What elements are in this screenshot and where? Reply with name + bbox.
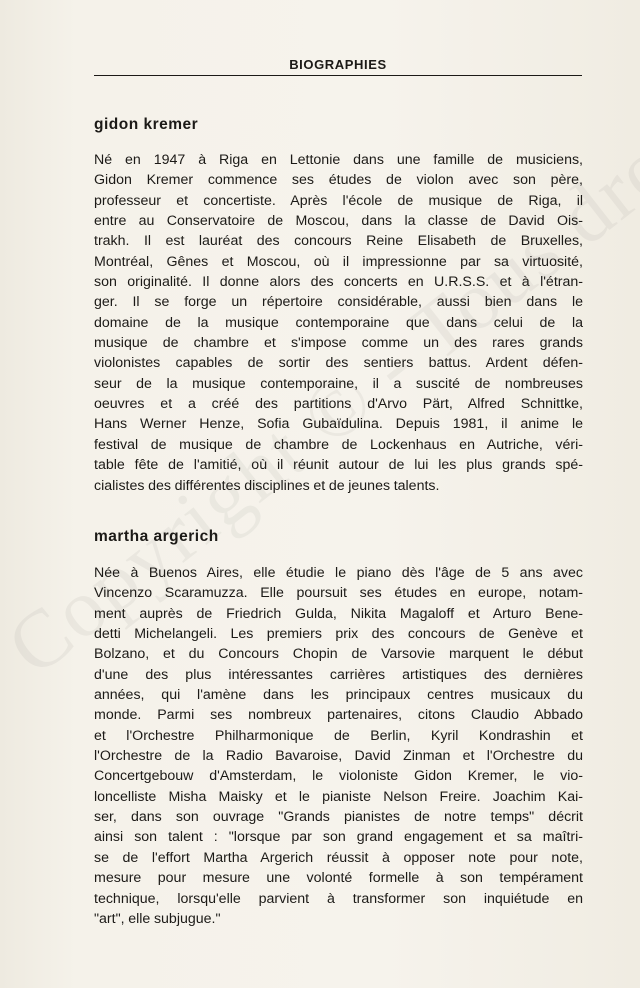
- bio-line: Né en 1947 à Riga en Lettonie dans une famille de musiciens,: [94, 152, 583, 168]
- bio-line: ment auprès de Friedrich Gulda, Nikita Magaloff et Arturo Bene-: [94, 605, 583, 622]
- bio-line: Hans Werner Henze, Sofia Gubaïdulina. Depuis 1981, il anime le: [94, 416, 583, 433]
- bio-line: Bolzano, et du Concours Chopin de Varsovie marquent le début: [94, 646, 583, 663]
- bio-line: table fête de l'amitié, où il réunit autour de lui les plus grands spé-: [94, 457, 583, 474]
- bio-line: son originalité. Il donne alors des concerts en U.R.S.S. et à l'étran-: [94, 274, 583, 291]
- bio-line: Montréal, Gênes et Moscou, où il impressionne par sa virtuosité,: [94, 253, 583, 270]
- bio-line: années, qui l'amène dans les principaux centres musicaux du: [94, 687, 583, 704]
- bio-line: technique, lorsqu'elle parvient à transformer son inquiétude en: [94, 890, 583, 907]
- bio-line: et l'Orchestre Philharmonique de Berlin, Kyril Kondrashin et: [94, 727, 583, 744]
- bio-line: seur de la musique contemporaine, il a suscité de nombreuses: [94, 375, 583, 392]
- bio-line: professeur et concertiste. Après l'école de musique de Riga, il: [94, 192, 583, 209]
- bio-line: ainsi son talent : "lorsque par son grand engagement et sa maîtri-: [94, 829, 583, 846]
- section-title-gidon-kremer: gidon kremer: [94, 116, 199, 133]
- bio-line: festival de musique de chambre de Lockenhaus en Autriche, véri-: [94, 436, 583, 453]
- bio-line: Concertgebouw d'Amsterdam, le violoniste Gidon Kremer, le vio-: [94, 768, 583, 785]
- bio-line: l'Orchestre de la Radio Bavaroise, David Zinman et l'Orchestre du: [94, 748, 583, 765]
- bio-line: musique de chambre et s'impose comme un des rares grands: [94, 335, 583, 352]
- running-head: BIOGRAPHIES: [289, 57, 387, 72]
- bio-line: detti Michelangeli. Les premiers prix des concours de Genève et: [94, 626, 583, 643]
- header-rule: [94, 75, 582, 76]
- bio-line: monde. Parmi ses nombreux partenaires, citons Claudio Abbado: [94, 707, 583, 724]
- biography-gidon-kremer: [94, 150, 583, 496]
- bio-line: se de l'effort Martha Argerich réussit à opposer note pour note,: [94, 849, 583, 866]
- bio-line: domaine de la musique contemporaine que dans celui de la: [94, 314, 583, 331]
- bio-line: cialistes des différentes disciplines et de jeunes talents.: [94, 477, 440, 494]
- bio-line: Vincenzo Scaramuzza. Elle poursuit ses études en europe, notam-: [94, 585, 583, 602]
- bio-line: ger. Il se forge un répertoire considérable, aussi bien dans le: [94, 294, 583, 311]
- bio-line: oeuvres et a créé des partitions d'Arvo Pärt, Alfred Schnittke,: [94, 396, 583, 413]
- bio-line: d'une des plus intéressantes carrières artistiques des dernières: [94, 666, 583, 683]
- bio-line: Gidon Kremer commence ses études de violon avec son père,: [94, 172, 583, 189]
- bio-line: loncelliste Misha Maisky et le pianiste Nelson Freire. Joachim Kai-: [94, 788, 583, 805]
- bio-line: violonistes capables de sortir des sentiers battus. Ardent défen-: [94, 355, 583, 372]
- bio-line: Née à Buenos Aires, elle étudie le piano dès l'âge de 5 ans avec: [94, 565, 583, 581]
- biography-martha-argerich: [94, 563, 583, 929]
- bio-line: trakh. Il est lauréat des concours Reine Elisabeth de Bruxelles,: [94, 233, 583, 250]
- bio-line: ser, dans son ouvrage "Grands pianistes de notre temps" décrit: [94, 809, 583, 826]
- section-title-martha-argerich: martha argerich: [94, 528, 219, 545]
- bio-line: entre au Conservatoire de Moscou, dans la classe de David Ois-: [94, 213, 583, 230]
- bio-line: mesure pour mesure une volonté formelle à son tempérament: [94, 870, 583, 887]
- bio-line: "art", elle subjugue.": [94, 910, 221, 927]
